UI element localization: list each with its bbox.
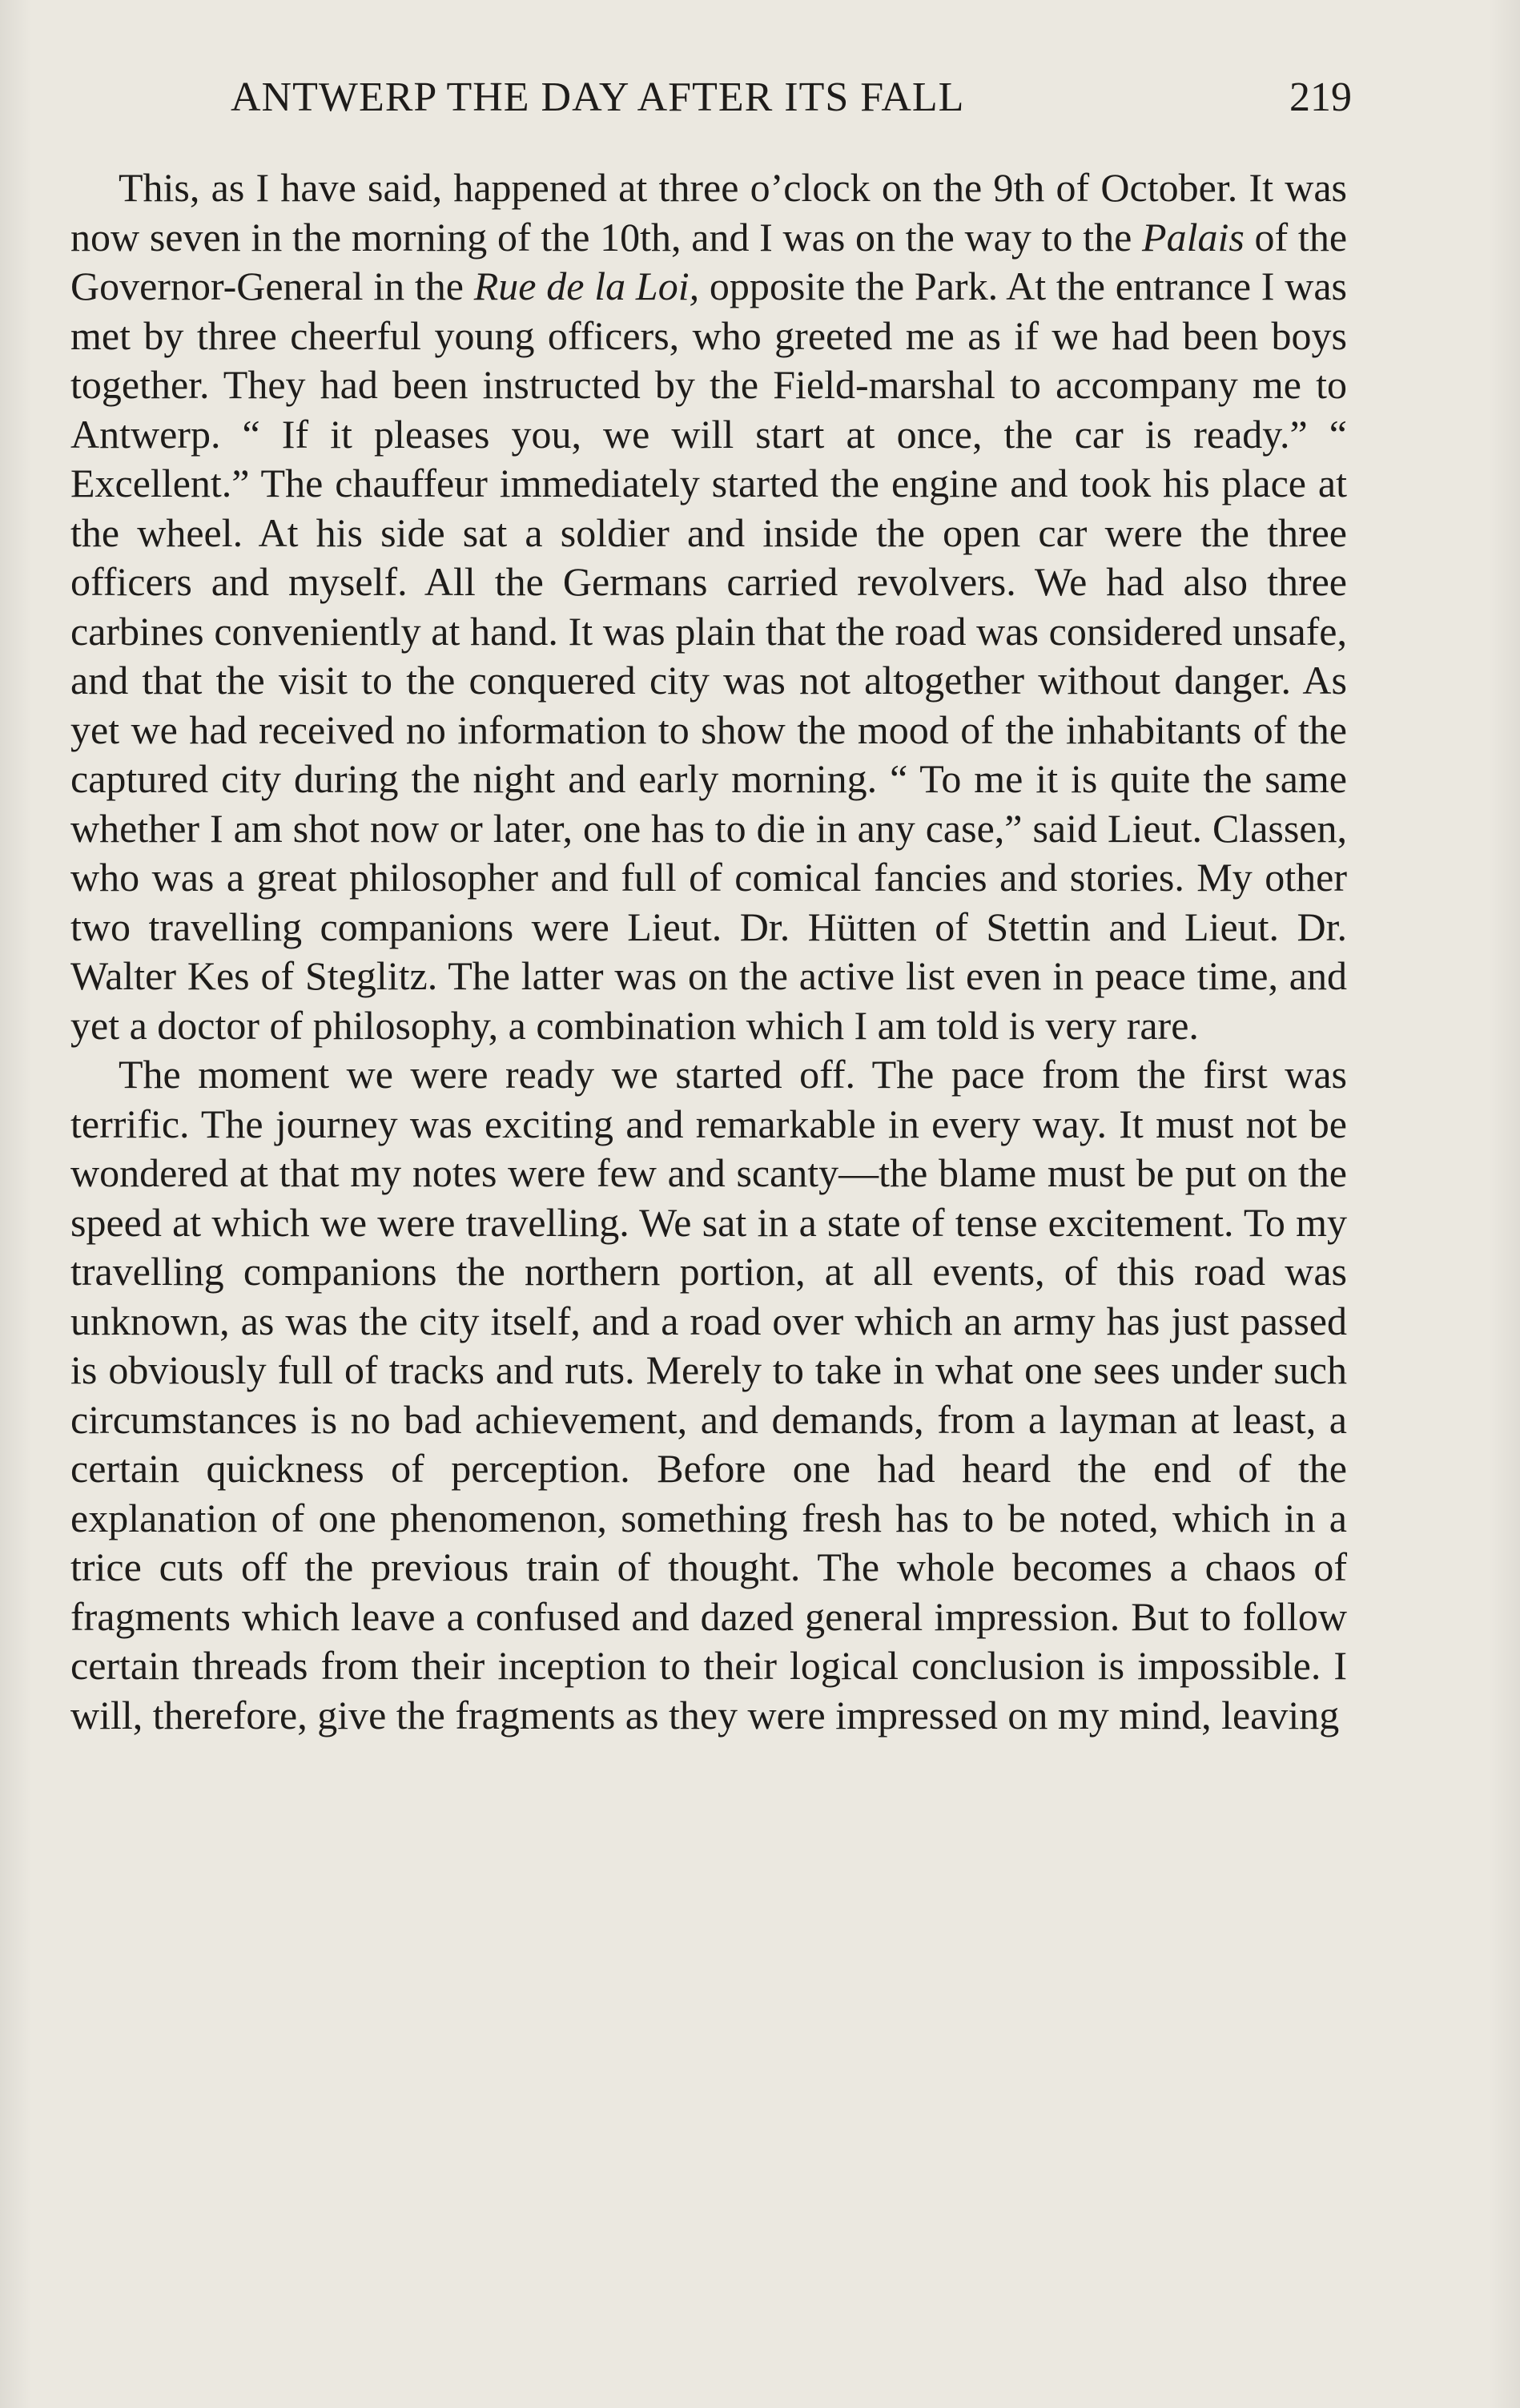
text-segment: The moment we were ready we started off. The pace from the first was terrific. The journey was exciting and remarkable in every way. It must not be wondered at that my notes were few and scanty—the blame must be put on the speed at which we were travelling. We sat in a state of tense excitement. To my travelling companions the northern portion, at all events, of this road was unknown, as was the city itself, and a road over which an army has just passed is obviously full of tracks and ruts. Merely to take in what one sees under such circumstances is no bad achievement, and demands, from a layman at least, a certain quickness of perception. Before one had heard the end of the explanation of one phenomenon, something fresh has to be noted, which in a trice cuts off the previous train of thought. The whole becomes a chaos of fragments which leave a confused and dazed general impression. But to follow certain threads from their inception to their logical conclusion is impossible. I will, therefore, give the fragments as they were impressed on my mind, leaving (70, 1052, 1347, 1738)
page-header (70, 74, 1352, 138)
text-segment: This, as I have said, happened at three o’clock on the 9th of October. It was now seven in the morning of the 10th, and I was on the way to the (70, 165, 1347, 260)
italic-text-segment: Rue de la Loi, (473, 264, 700, 308)
running-head: ANTWERP THE DAY AFTER ITS FALL (231, 74, 965, 120)
body-text (70, 163, 1347, 1740)
text-segment: of the Governor-General in the (70, 214, 1348, 308)
text-segment: opposite the Park. At the entrance I was met by three cheerful young officers, who greeted me as if we had been boys together. They had been instructed by the Field-marshal to accompany me to Antwerp. “ If it pleases you, we will start at once, the car is ready.” “ Excellent.” The chauffeur immediately started the engine and took his place at the wheel. At his side sat a soldier and inside the open car were the three officers and myself. All the Germans carried revolvers. We had also three carbines conveniently at hand. It was plain that the road was considered unsafe, and that the visit to the conquered city was not altogether without danger. As yet we had received no information to show the mood of the inhabitants of the captured city during the night and early morning. “ To me it is quite the same whether I am shot now or later, one has to die in any case,” said Lieut. Classen, who was a great philosopher and full of comical fancies and stories. My other two travelling companions were Lieut. Dr. Hütten of Stettin and Lieut. Dr. Walter Kes of Steglitz. The latter was on the active list even in peace time, and yet a doctor of philosophy, a combination which I am told is very rare. (70, 264, 1347, 1048)
italic-text-segment: Palais (1142, 214, 1245, 260)
paragraph-2 (70, 1050, 1347, 1740)
paragraph-1 (70, 163, 1347, 1050)
page-number: 219 (1289, 74, 1352, 120)
